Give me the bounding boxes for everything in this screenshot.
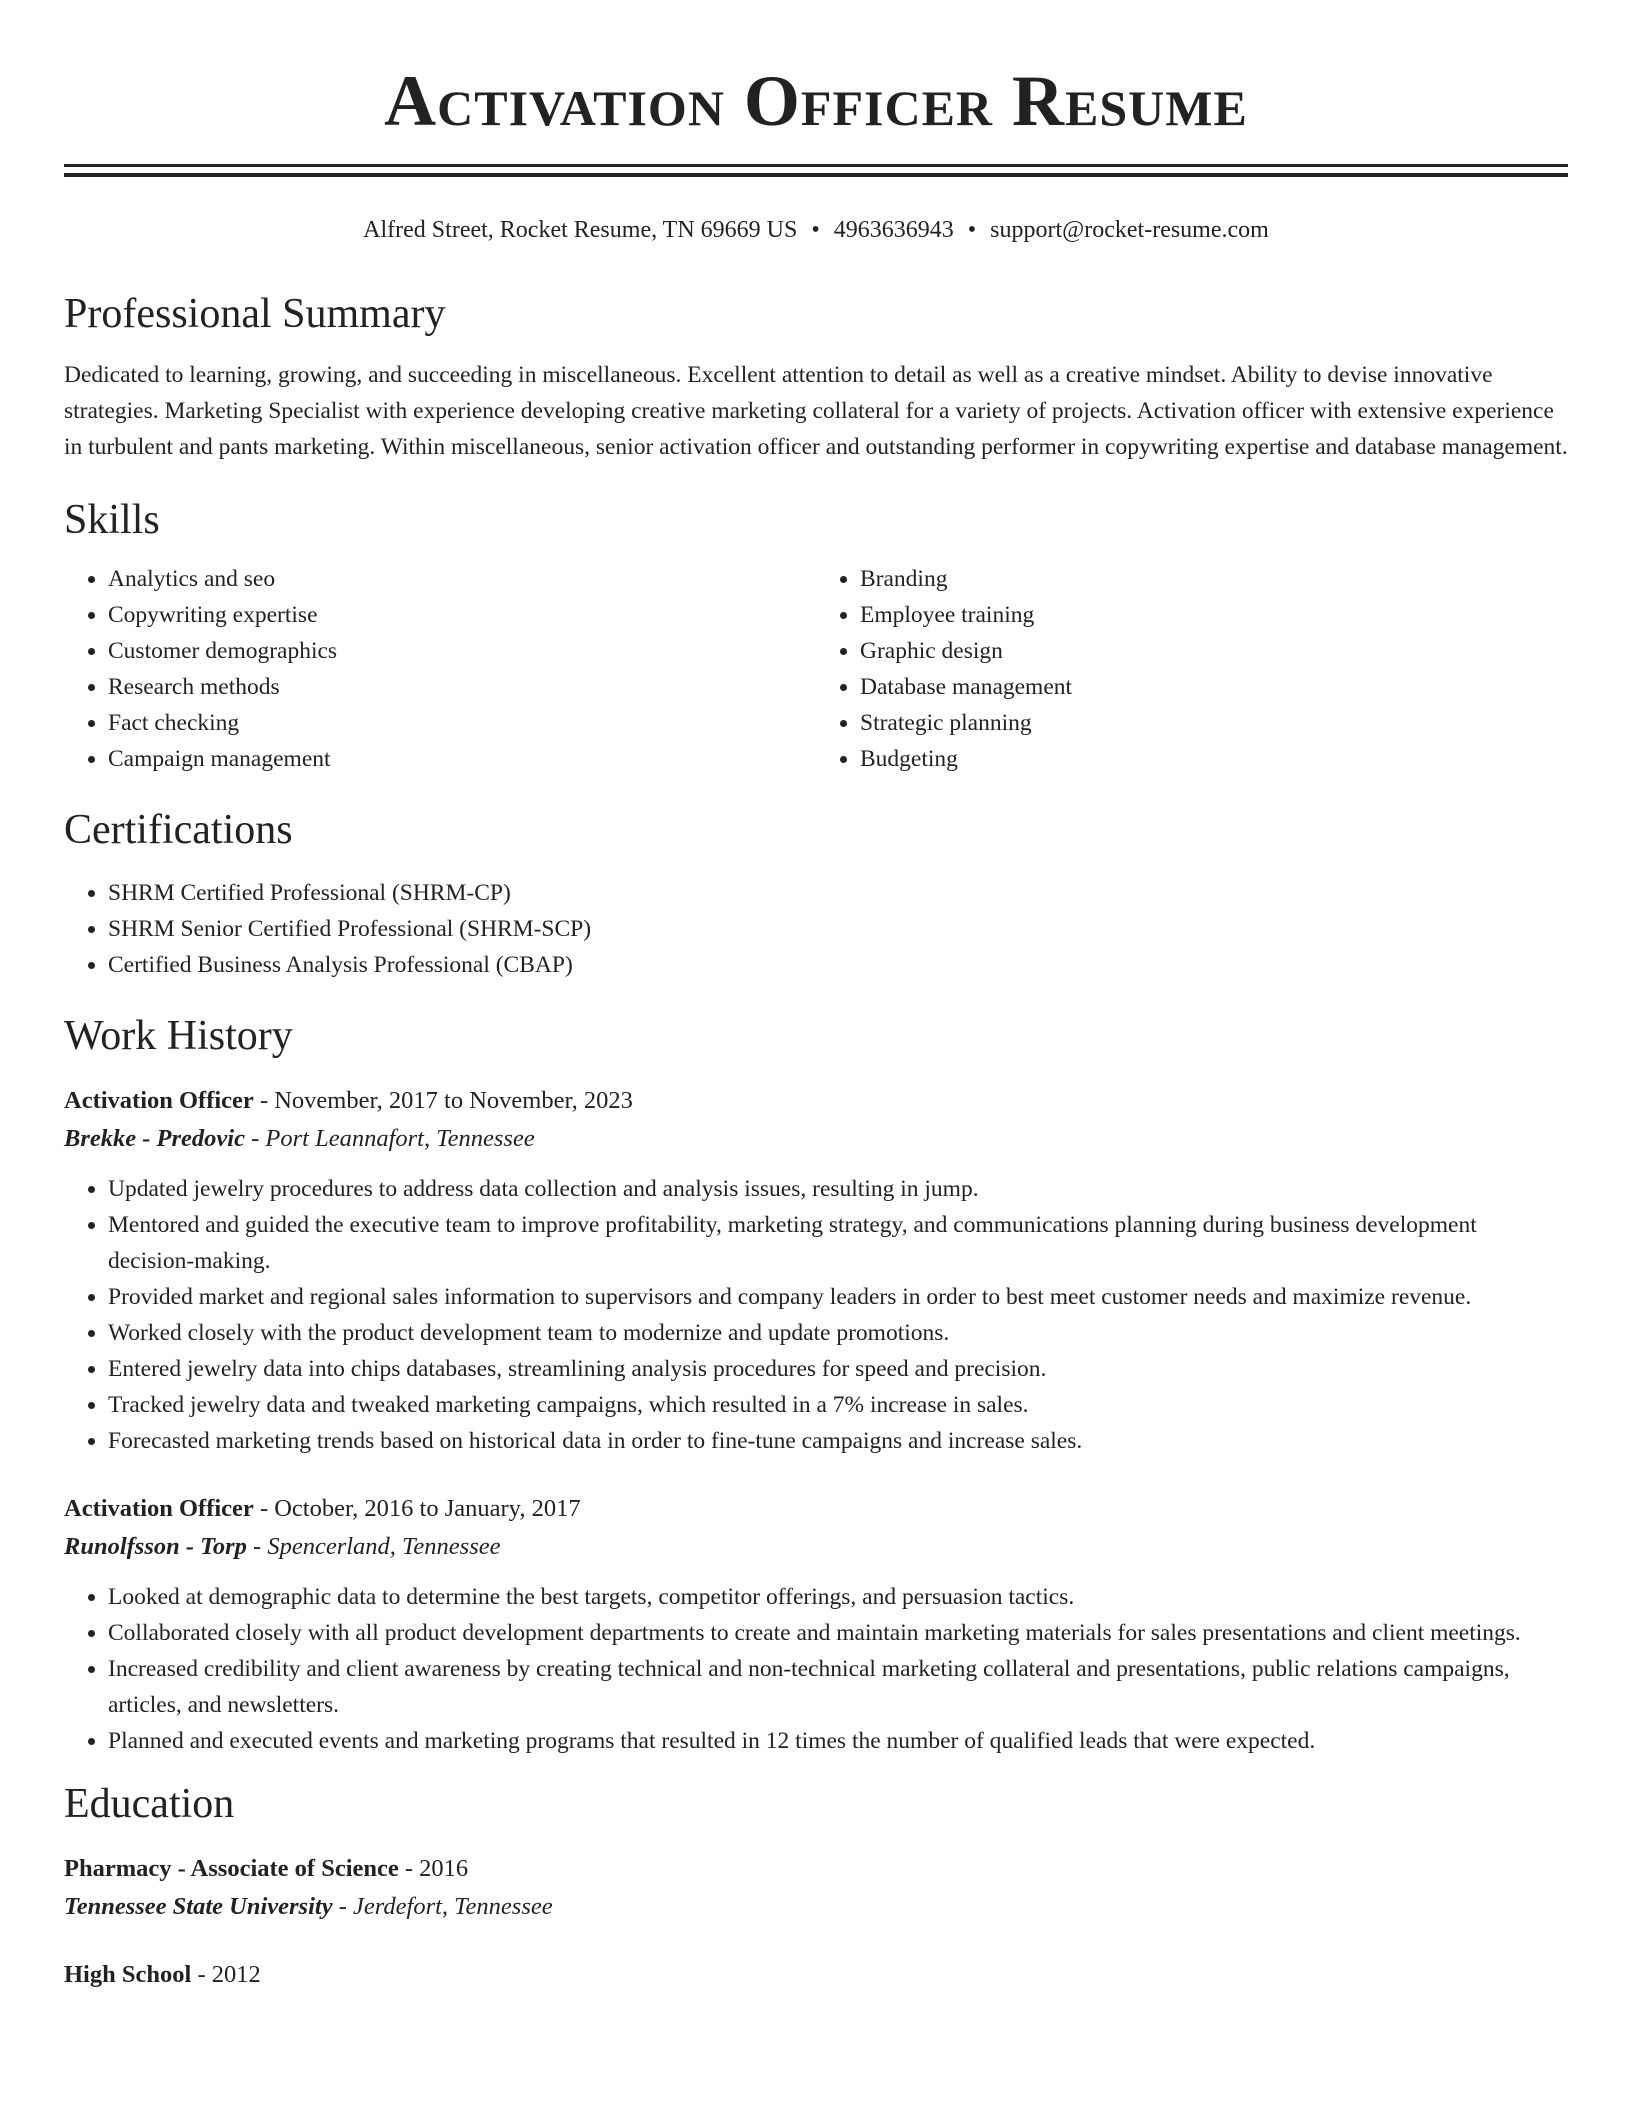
contact-line <box>64 215 1568 245</box>
company-name: Brekke - Predovic <box>64 1125 245 1152</box>
skill-item: • Research methods <box>108 669 816 705</box>
contact-email: support@rocket-resume.com <box>990 217 1269 243</box>
contact-address: Alfred Street, Rocket Resume, TN 69669 US <box>363 217 798 243</box>
job-bullet: • Collaborated closely with all product development departments to create and maintain marketing materials for sales presentations and client meetings. <box>108 1615 1568 1651</box>
job-bullets <box>64 1579 1568 1759</box>
skill-item: • Graphic design <box>860 633 1568 669</box>
skill-item: • Campaign management <box>108 741 816 777</box>
skills-heading: Skills <box>64 497 160 543</box>
job-title-line <box>64 1491 1568 1527</box>
school-location: Jerdefort, Tennessee <box>353 1893 553 1920</box>
company-name: Runolfsson - Torp <box>64 1533 247 1560</box>
degree-line <box>64 1851 1568 1887</box>
education-entry <box>64 1851 1568 1927</box>
skill-item: • Fact checking <box>108 705 816 741</box>
dash-separator: - <box>246 1533 268 1560</box>
title-divider-thin <box>64 173 1568 177</box>
certifications-heading: Certifications <box>64 807 293 853</box>
job-title: Activation Officer <box>64 1495 254 1522</box>
job-bullet: • Increased credibility and client awareness by creating technical and non-technical marketing collateral and presentations, public relations campaigns, articles, and newsletters. <box>108 1651 1568 1723</box>
degree-name: Pharmacy - Associate of Science <box>64 1855 399 1882</box>
job-bullets <box>64 1171 1568 1459</box>
company-location: Spencerland, Tennessee <box>267 1533 501 1560</box>
job-bullet: • Planned and executed events and marketing programs that resulted in 12 times the number of qualified leads that were expected. <box>108 1723 1568 1759</box>
dash-separator: - <box>332 1893 354 1920</box>
degree-name: High School <box>64 1961 192 1988</box>
company-location: Port Leannafort, Tennessee <box>265 1125 535 1152</box>
education-heading: Education <box>64 1781 235 1827</box>
degree-year: 2016 <box>419 1855 469 1882</box>
school-line <box>64 1887 1568 1927</box>
skills-list-right <box>816 561 1568 777</box>
job-bullet: • Mentored and guided the executive team to improve profitability, marketing strategy, and communications planning during business development decision-making. <box>108 1207 1568 1279</box>
job-bullet: • Looked at demographic data to determine the best targets, competitor offerings, and persuasion tactics. <box>108 1579 1568 1615</box>
dash-separator: - <box>244 1125 266 1152</box>
skills-list-left <box>64 561 816 777</box>
dash-separator: - <box>398 1855 420 1882</box>
skill-item: • Database management <box>860 669 1568 705</box>
skill-item: • Employee training <box>860 597 1568 633</box>
job-dates: October, 2016 to January, 2017 <box>274 1495 581 1522</box>
contact-separator: • <box>811 217 820 243</box>
title-divider-thick <box>64 164 1568 167</box>
degree-line <box>64 1957 1568 1993</box>
job-title-line <box>64 1083 1568 1119</box>
dash-separator: - <box>253 1087 275 1114</box>
school-name: Tennessee State University <box>64 1893 333 1920</box>
certification-item: • Certified Business Analysis Professional (CBAP) <box>108 947 1568 983</box>
certification-item: • SHRM Certified Professional (SHRM-CP) <box>108 875 1568 911</box>
skill-item: • Analytics and seo <box>108 561 816 597</box>
skill-item: • Branding <box>860 561 1568 597</box>
skill-item: • Budgeting <box>860 741 1568 777</box>
dash-separator: - <box>191 1961 212 1988</box>
job-title: Activation Officer <box>64 1087 254 1114</box>
job-entry <box>64 1491 1568 1759</box>
job-bullet: • Worked closely with the product development team to modernize and update promotions. <box>108 1315 1568 1351</box>
job-bullet: • Entered jewelry data into chips databases, streamlining analysis procedures for speed and precision. <box>108 1351 1568 1387</box>
job-entry <box>64 1083 1568 1459</box>
skill-item: • Copywriting expertise <box>108 597 816 633</box>
dash-separator: - <box>253 1495 275 1522</box>
certifications-list <box>64 875 1568 983</box>
job-bullet: • Tracked jewelry data and tweaked marketing campaigns, which resulted in a 7% increase in sales. <box>108 1387 1568 1423</box>
page-title: Activation Officer Resume <box>384 61 1248 141</box>
job-bullet: • Provided market and regional sales information to supervisors and company leaders in order to best meet customer needs and maximize revenue. <box>108 1279 1568 1315</box>
work-history-heading: Work History <box>64 1013 293 1059</box>
degree-year: 2012 <box>211 1961 261 1988</box>
contact-separator: • <box>967 217 977 243</box>
certification-item: • SHRM Senior Certified Professional (SHRM-SCP) <box>108 911 1568 947</box>
summary-text: Dedicated to learning, growing, and succeeding in miscellaneous. Excellent attention to detail as well as a creative mindset. Ability to devise innovative strategies. Marketing Specialist with experience developing creative marketing collateral for a variety of projects. Activation officer with extensive experience in turbulent and pants marketing. Within miscellaneous, senior activation officer and outstanding performer in copywriting expertise and database management. <box>64 362 1568 460</box>
company-line <box>64 1527 1568 1567</box>
contact-phone: 4963636943 <box>833 217 954 243</box>
skills-columns <box>64 561 1568 777</box>
skill-item: • Customer demographics <box>108 633 816 669</box>
job-bullet: • Updated jewelry procedures to address data collection and analysis issues, resulting in jump. <box>108 1171 1568 1207</box>
education-entry <box>64 1957 1568 1993</box>
job-bullet: • Forecasted marketing trends based on historical data in order to fine-tune campaigns and increase sales. <box>108 1423 1568 1459</box>
summary-heading: Professional Summary <box>64 291 446 337</box>
skill-item: • Strategic planning <box>860 705 1568 741</box>
job-dates: November, 2017 to November, 2023 <box>274 1087 633 1114</box>
company-line <box>64 1119 1568 1159</box>
